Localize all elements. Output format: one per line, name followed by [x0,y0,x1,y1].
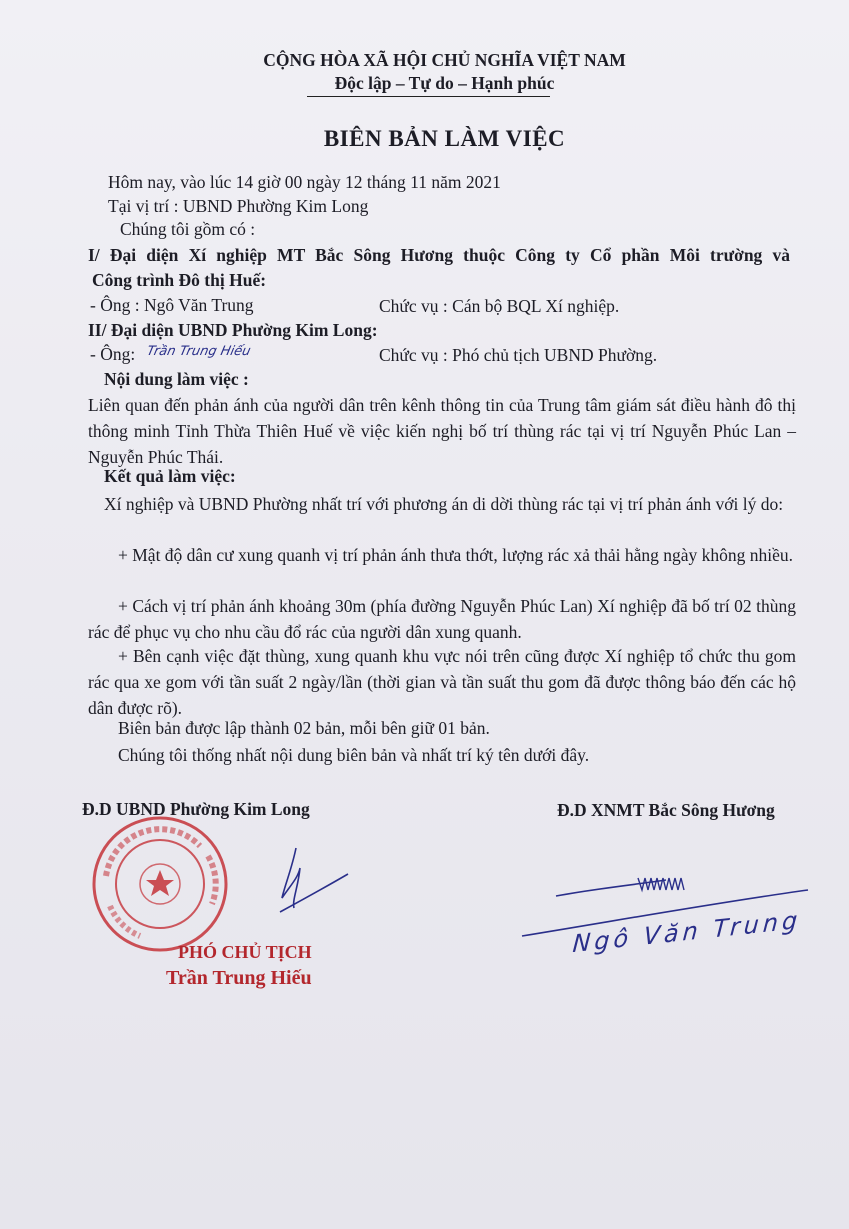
party1-member-name: - Ông : Ngô Văn Trung [90,295,254,315]
official-stamp [72,812,252,952]
left-signer-name: Trần Trung Hiếu [166,967,312,989]
party1-member-role: Chức vụ : Cán bộ BQL Xí nghiệp. [379,296,620,316]
party2-handwritten-name: Trần Trung Hiếu [145,344,252,359]
meeting-time: Hôm nay, vào lúc 14 giờ 00 ngày 12 tháng 11 năm 2021 [108,172,501,192]
party2-member-prefix: - Ông: [90,344,136,364]
left-handwritten-signature [262,838,352,928]
agreement-statement: Chúng tôi thống nhất nội dung biên bản và nhất trí ký tên dưới đây. [118,745,590,765]
party2-heading: II/ Đại diện UBND Phường Kim Long: [88,320,378,340]
left-signature-heading: Đ.D UBND Phường Kim Long [82,799,310,819]
motto-underline [307,96,550,97]
left-signer-title: PHÓ CHỦ TỊCH [178,942,312,962]
result-reason-1: + Mật độ dân cư xung quanh vị trí phản ánh thưa thớt, lượng rác xả thải hằng ngày không nhiều. [118,545,794,565]
right-signature-heading: Đ.D XNMT Bắc Sông Hương [557,800,775,820]
result-reason-2: + Cách vị trí phản ánh khoảng 30m (phía đường Nguyễn Phúc Lan) Xí nghiệp đã bố trí 02 thùng rác để phục vụ cho nhu cầu đổ rác của người dân xung quanh. [88,596,796,642]
result-reason-3: + Bên cạnh việc đặt thùng, xung quanh khu vực nói trên cũng được Xí nghiệp tổ chức thu gom rác qua xe gom với tần suất 2 ngày/lần (thời gian và tần suất thu gom đã được thông báo đến các hộ dân được rõ). [88,646,796,718]
result-intro: Xí nghiệp và UBND Phường nhất trí với phương án di dời thùng rác tại vị trí phản ánh với lý do: [104,494,784,514]
party1-heading-line2: Công trình Đô thị Huế: [92,270,267,290]
attendees-intro: Chúng tôi gồm có : [120,219,256,239]
content-text: Liên quan đến phản ánh của người dân trên kênh thông tin của Trung tâm giám sát điều hành đô thị thông minh Tỉnh Thừa Thiên Huế về việc kiến nghị bố trí thùng rác tại vị trí Nguyễn Phúc Lan – Nguyễn Phúc Thái. [88,395,796,467]
party2-member-role: Chức vụ : Phó chủ tịch UBND Phường. [379,345,658,365]
document-title: BIÊN BẢN LÀM VIỆC [323,126,566,151]
copies-statement: Biên bản được lập thành 02 bản, mỗi bên giữ 01 bản. [118,718,490,738]
content-heading: Nội dung làm việc : [104,369,249,389]
party1-heading-line1: I/ Đại diện Xí nghiệp MT Bắc Sông Hương thuộc Công ty Cổ phần Môi trường và [88,245,790,265]
national-motto: Độc lập – Tự do – Hạnh phúc [334,73,555,93]
national-title: CỘNG HÒA XÃ HỘI CHỦ NGHĨA VIỆT NAM [263,50,626,70]
result-heading: Kết quả làm việc: [104,466,236,486]
right-handwritten-name: Ngô Văn Trung [571,905,803,959]
meeting-location: Tại vị trí : UBND Phường Kim Long [108,196,369,216]
